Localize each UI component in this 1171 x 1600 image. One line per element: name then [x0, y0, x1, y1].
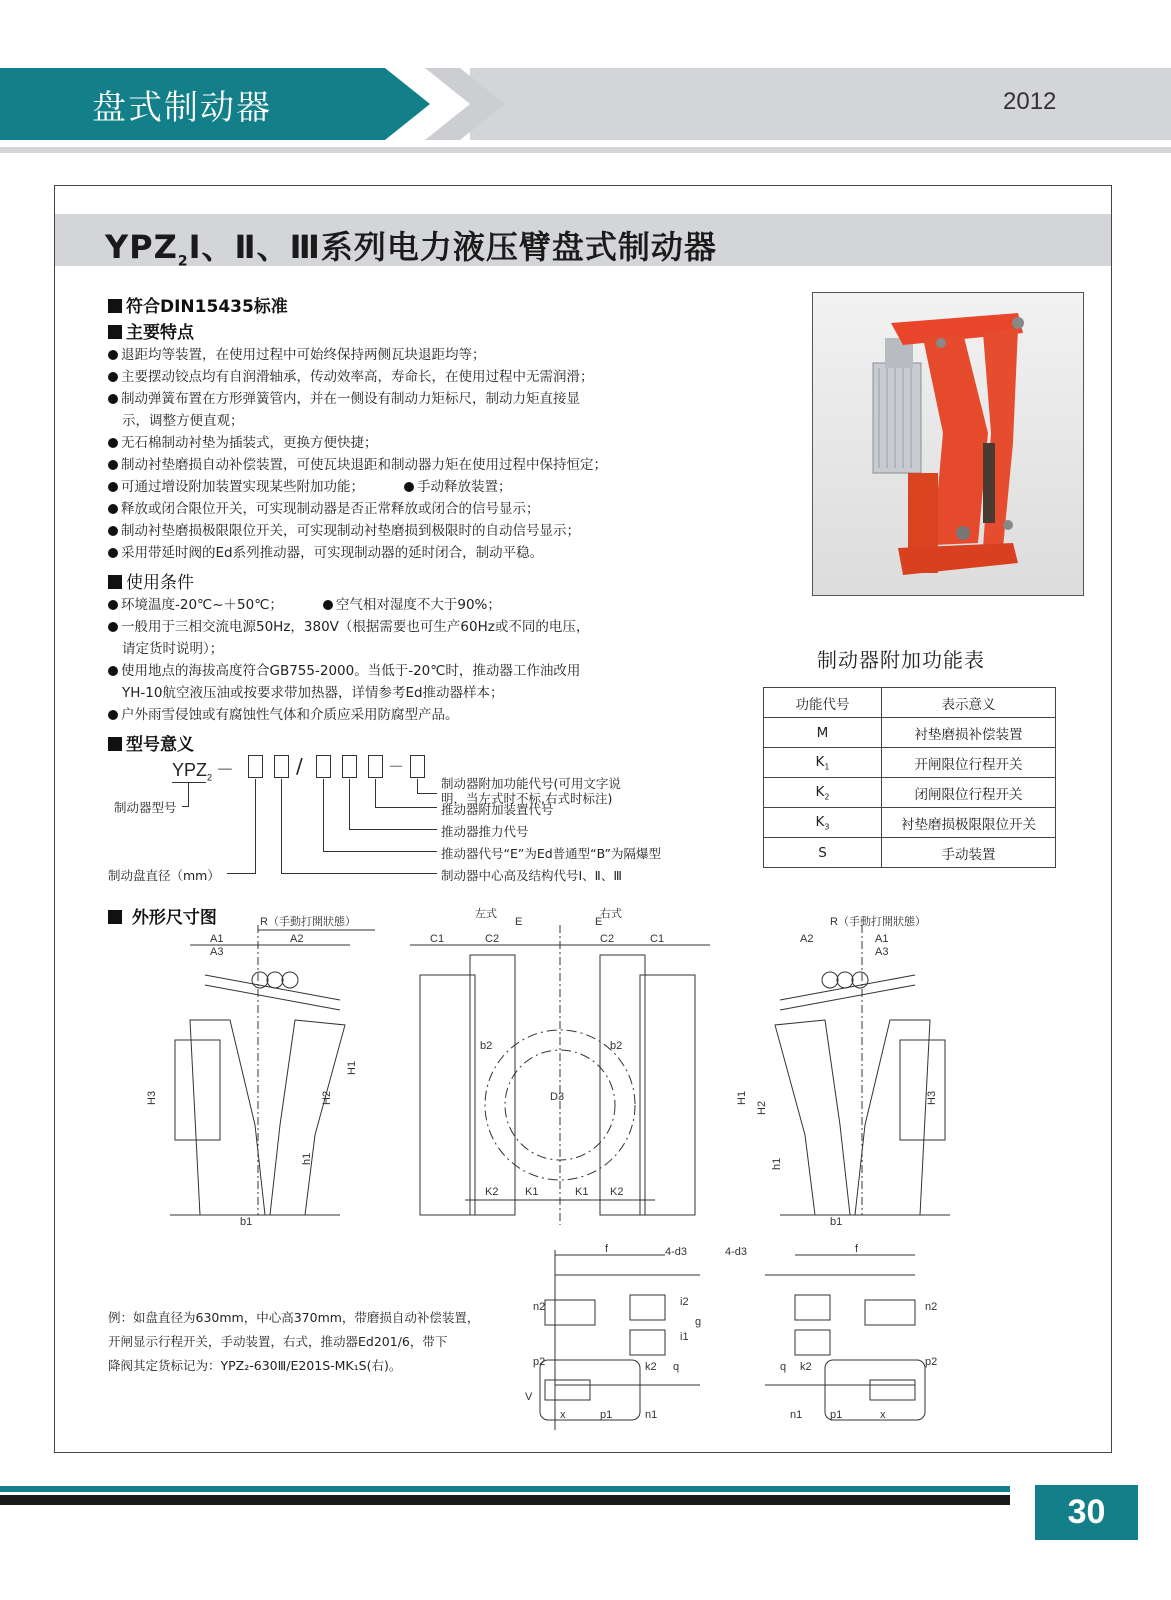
svg-text:q: q: [780, 1361, 787, 1373]
svg-text:H2: H2: [321, 1090, 333, 1105]
bullet-icon: [108, 504, 118, 514]
list-item: 主要摆动铰点均有自润滑轴承，传动效率高，寿命长，在使用过程中无需润滑；: [108, 366, 607, 388]
list-item: 退距均等装置，在使用过程中可始终保持两侧瓦块退距均等；: [108, 344, 607, 366]
bullet-icon: [108, 482, 118, 492]
svg-text:n1: n1: [790, 1409, 803, 1421]
model-prefix: $YPZ_2$ －: [172, 760, 235, 783]
list-item: 使用地点的海拔高度符合GB755-2000。当低于-20℃时，推动器工作油改用: [108, 660, 589, 682]
header-band: [470, 68, 1171, 140]
list-item: 制动衬垫磨损极限限位开关，可实现制动衬垫磨损到极限时的自动信号显示；: [108, 520, 607, 542]
square-bullet-icon: [108, 575, 122, 589]
table-row: $K_3$ 衬垫磨损极限限位开关: [764, 808, 1056, 838]
bullet-icon: [108, 600, 118, 610]
svg-text:V: V: [525, 1391, 533, 1403]
svg-text:n2: n2: [925, 1301, 938, 1313]
svg-text:n2: n2: [533, 1301, 546, 1313]
svg-text:A3: A3: [875, 946, 889, 958]
svg-text:A2: A2: [800, 933, 814, 945]
svg-text:p2: p2: [533, 1356, 546, 1368]
svg-text:b1: b1: [830, 1216, 843, 1228]
header-rule: [0, 147, 1171, 153]
list-item-continued: 请定货时说明）；: [122, 641, 224, 657]
svg-text:n1: n1: [645, 1409, 658, 1421]
bullet-icon: [108, 350, 118, 360]
label-extra-function-2: 明，当左式时不标,右式时标注): [441, 791, 613, 806]
svg-text:k2: k2: [800, 1361, 812, 1373]
list-item: 户外雨雪侵蚀或有腐蚀性气体和介质应采用防腐型产品。: [108, 704, 589, 726]
svg-text:p1: p1: [830, 1409, 843, 1421]
square-bullet-icon: [108, 737, 122, 751]
svg-text:C1: C1: [430, 933, 445, 945]
bullet-icon: [108, 438, 118, 448]
list-item-continued: YH-10航空液压油或按要求带加热器，详情参考Ed推动器样本；: [122, 685, 504, 701]
svg-text:p1: p1: [600, 1409, 613, 1421]
list-item: 采用带延时阀的Ed系列推动器，可实现制动器的延时闭合，制动平稳。: [108, 542, 607, 564]
svg-text:q: q: [673, 1361, 680, 1373]
svg-text:h1: h1: [771, 1157, 783, 1170]
bullet-icon: [108, 372, 118, 382]
svg-text:H1: H1: [346, 1060, 358, 1075]
svg-text:b2: b2: [480, 1040, 493, 1052]
table-row: $K_1$ 开闸限位行程开关: [764, 748, 1056, 778]
list-item: 无石棉制动衬垫为插装式，更换方便快捷；: [108, 432, 607, 454]
svg-text:A1: A1: [875, 933, 889, 945]
svg-text:A1: A1: [210, 933, 224, 945]
label-brake-model: 制动器型号: [114, 800, 177, 815]
category-title: 盘式制动器: [92, 88, 272, 128]
bullet-icon: [108, 622, 118, 632]
svg-text:x: x: [880, 1409, 886, 1421]
svg-text:D3: D3: [550, 1091, 565, 1103]
svg-text:H2: H2: [756, 1100, 768, 1115]
code-box-pusher: [316, 755, 331, 778]
svg-text:H3: H3: [146, 1090, 158, 1105]
svg-text:左式: 左式: [475, 908, 497, 920]
bullet-icon: [404, 482, 414, 492]
svg-text:b2: b2: [610, 1040, 623, 1052]
bullet-icon: [108, 460, 118, 470]
standard-heading: 符合DIN15435标准: [108, 292, 288, 317]
page-title: $YPZ_2Ⅰ$、Ⅱ、Ⅲ系列电力液压臂盘式制动器: [105, 228, 717, 270]
svg-text:H3: H3: [926, 1090, 938, 1105]
svg-text:C2: C2: [600, 933, 615, 945]
svg-text:K1: K1: [575, 1186, 589, 1198]
bullet-icon: [323, 600, 333, 610]
year-label: 2012: [1003, 88, 1057, 115]
table-row: $K_2$ 闭闸限位行程开关: [764, 778, 1056, 808]
svg-text:C1: C1: [650, 933, 665, 945]
table-header: 表示意义: [882, 688, 1056, 718]
bullet-icon: [108, 710, 118, 720]
list-item: 环境温度-20℃~＋50℃； 空气相对湿度不大于90%；: [108, 594, 589, 616]
label-disc-diameter: 制动盘直径（mm）: [108, 868, 220, 883]
list-item: 一般用于三相交流电源50Hz，380V（根据需要也可生产60Hz或不同的电压，: [108, 616, 589, 638]
svg-text:f: f: [855, 1243, 859, 1255]
svg-text:右式: 右式: [600, 908, 622, 920]
table-header: 功能代号: [764, 688, 882, 718]
function-table: [763, 687, 1056, 868]
svg-text:g: g: [695, 1316, 702, 1328]
svg-text:E: E: [595, 916, 603, 928]
table-header-row: [764, 688, 1056, 718]
svg-text:R（手動打開狀態）: R（手動打開狀態）: [830, 916, 926, 928]
square-bullet-icon: [108, 299, 122, 313]
dimensions-heading: 外形尺寸图: [108, 903, 217, 928]
svg-text:k2: k2: [645, 1361, 657, 1373]
product-photo: [812, 292, 1084, 596]
square-bullet-icon: [108, 325, 122, 339]
svg-text:h1: h1: [301, 1152, 313, 1165]
svg-text:H1: H1: [736, 1090, 748, 1105]
features-list: [108, 344, 607, 564]
footer-black-rule: [0, 1495, 1010, 1505]
svg-text:i2: i2: [680, 1296, 689, 1308]
svg-text:A3: A3: [210, 946, 224, 958]
label-pusher-code: 推动器代号“E”为Ed普通型“B”为隔爆型: [441, 846, 662, 861]
label-extra-function: 制动器附加功能代号(可用文字说: [441, 776, 621, 791]
code-box-pusher-extra: [368, 755, 383, 778]
svg-text:R（手動打開狀態）: R（手動打開狀態）: [260, 916, 356, 928]
svg-text:K1: K1: [525, 1186, 539, 1198]
label-pusher-extra: 推动器附加装置代号: [441, 802, 554, 817]
svg-text:K2: K2: [485, 1186, 499, 1198]
page-number: 30: [1035, 1485, 1138, 1540]
svg-text:C2: C2: [485, 933, 500, 945]
table-row: M 衬垫磨损补偿装置: [764, 718, 1056, 748]
footer-teal-rule: [0, 1486, 1010, 1492]
mounting-drawings: [525, 1240, 975, 1430]
label-center-height: 制动器中心高及结构代号Ⅰ、Ⅱ、Ⅲ: [441, 868, 622, 883]
list-item-continued: 示，调整方便直观；: [122, 413, 244, 429]
list-item: 制动衬垫磨损自动补偿装置，可使瓦块退距和制动器力矩在使用过程中保持恒定；: [108, 454, 607, 476]
bullet-icon: [108, 666, 118, 676]
example-note: 例：如盘直径为630mm，中心高370mm，带磨损自动补偿装置， 开闸显示行程开关，手动装置，右式，推动器Ed201/6，带下 降阀其定货标记为：YPZ₂-630Ⅲ/E201S-MK₁S(右)。: [108, 1310, 480, 1373]
label-pusher-force: 推动器推力代号: [441, 824, 529, 839]
code-box-function: [410, 755, 425, 778]
svg-text:A2: A2: [290, 933, 304, 945]
bullet-icon: [108, 394, 118, 404]
features-heading: 主要特点: [108, 318, 194, 343]
svg-text:E: E: [515, 916, 523, 928]
svg-text:f: f: [605, 1243, 609, 1255]
list-item: 制动弹簧布置在方形弹簧管内，并在一侧设有制动力矩标尺，制动力矩直接显: [108, 388, 607, 410]
svg-text:p2: p2: [925, 1356, 938, 1368]
model-slash: /: [296, 754, 303, 778]
conditions-heading: 使用条件: [108, 568, 194, 593]
model-dash: －: [388, 757, 405, 776]
bullet-icon: [108, 526, 118, 536]
code-box-height: [274, 755, 289, 778]
function-table-title: 制动器附加功能表: [817, 648, 985, 672]
svg-text:K2: K2: [610, 1186, 624, 1198]
table-row: S 手动装置: [764, 838, 1056, 868]
svg-text:b1: b1: [240, 1216, 253, 1228]
svg-text:x: x: [560, 1409, 566, 1421]
bullet-icon: [108, 548, 118, 558]
square-bullet-icon: [108, 910, 122, 924]
svg-text:4-d3: 4-d3: [665, 1246, 688, 1258]
svg-text:4-d3: 4-d3: [725, 1246, 748, 1258]
svg-text:i1: i1: [680, 1331, 689, 1343]
list-item: 可通过增设附加装置实现某些附加功能； 手动释放装置；: [108, 476, 607, 498]
conditions-list: [108, 594, 589, 726]
code-box-force: [342, 755, 357, 778]
list-item: 释放或闭合限位开关，可实现制动器是否正常释放或闭合的信号显示；: [108, 498, 607, 520]
model-heading: 型号意义: [108, 730, 194, 755]
code-box-diameter: [248, 755, 263, 778]
